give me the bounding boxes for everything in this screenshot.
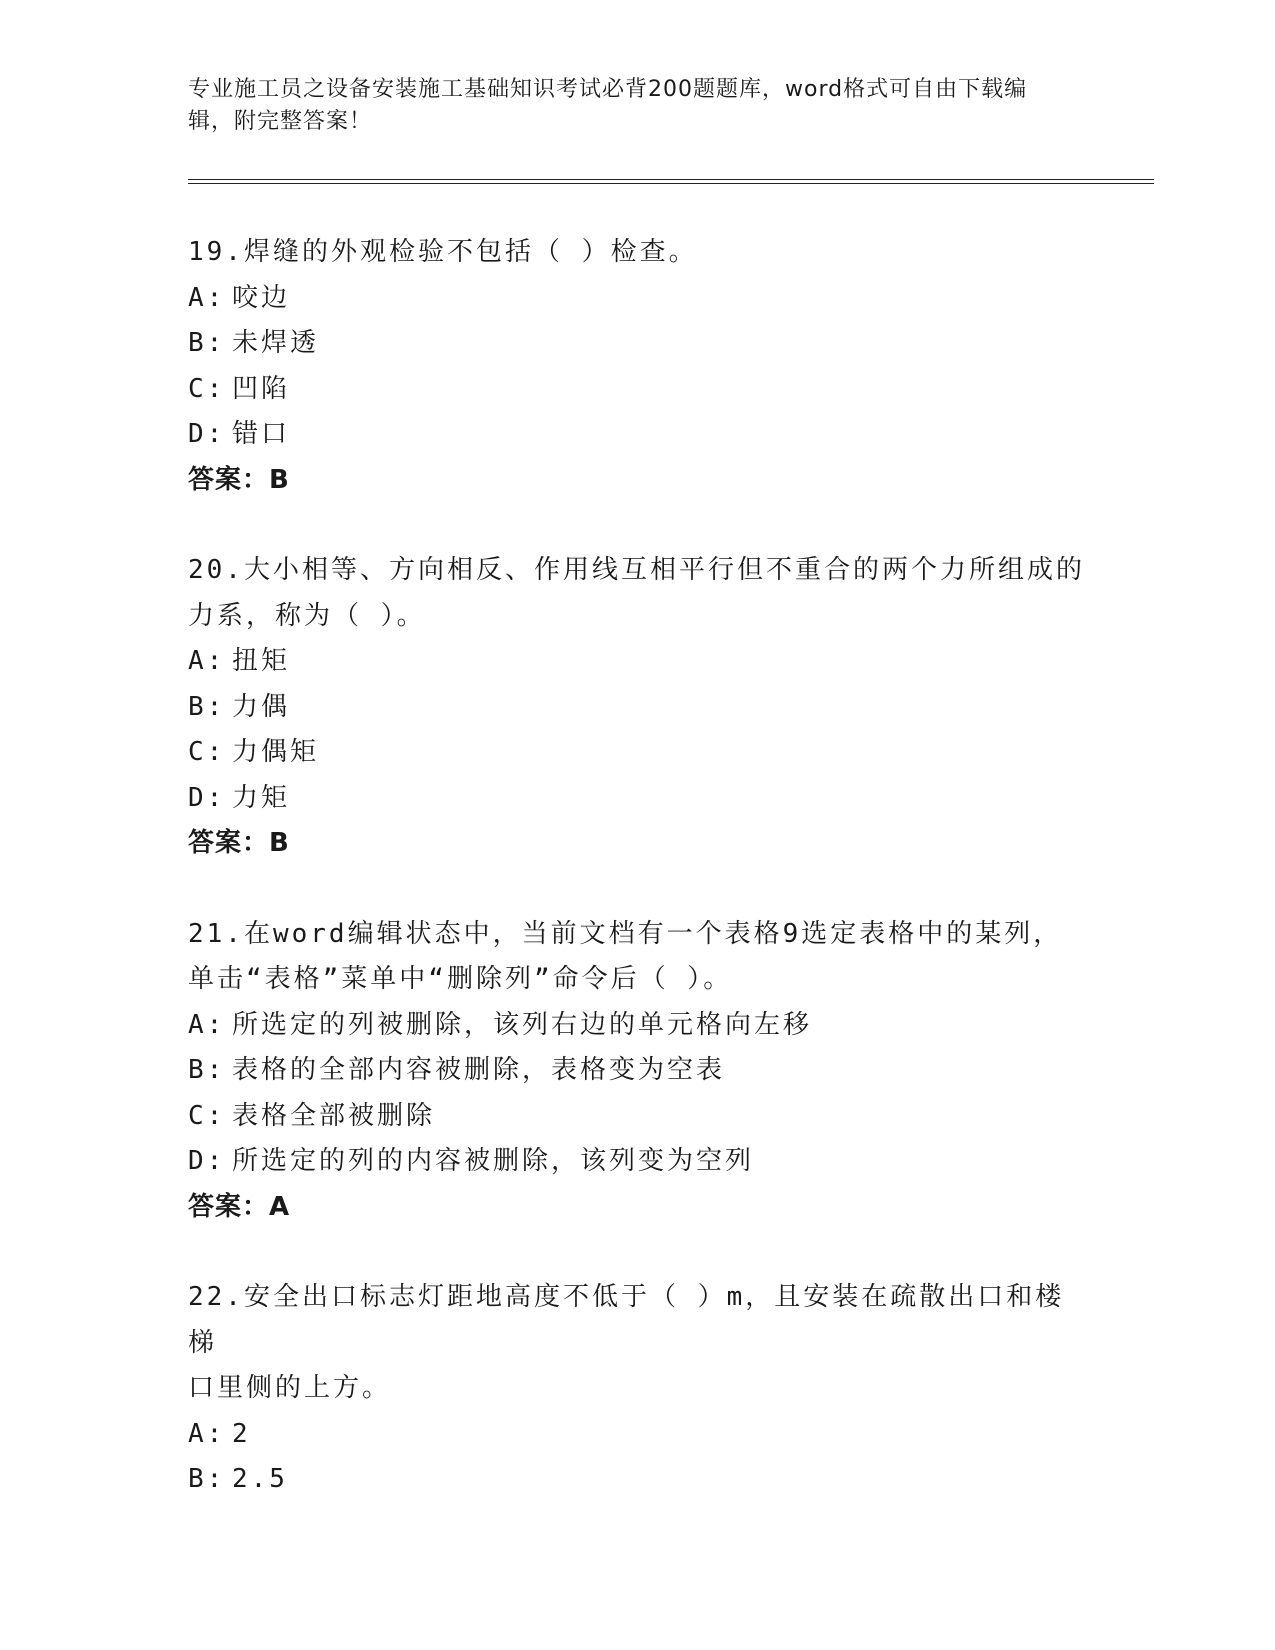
option-letter: A: [188,646,226,676]
question-item [188,230,1088,503]
option-letter: C: [188,737,226,767]
option-c [188,367,1088,413]
option-text: 未焊透 [232,328,320,358]
question-stem-continued: 单击“表格”菜单中“删除列”命令后（ ）。 [188,964,733,994]
option-c [188,1094,1088,1140]
option-letter: A: [188,1009,226,1040]
option-b [188,685,1088,731]
option-text: 凹陷 [232,373,291,404]
option-text: 2 [232,1418,251,1449]
question-stem-continued: 力系，称为（ ）。 [188,600,426,631]
option-b [188,1048,1088,1094]
answer: 答案：B [188,828,290,858]
question-stem: 22.安全出口标志灯距地高度不低于（ ）m，且安装在疏散出口和楼梯 [188,1282,1065,1358]
option-text: 所选定的列被删除，该列右边的单元格向左移 [232,1009,813,1040]
option-b [188,1457,1088,1503]
option-b [188,321,1088,367]
option-text: 所选定的列的内容被删除，该列变为空列 [232,1146,755,1176]
option-text: 错口 [232,419,291,449]
option-d [188,776,1088,822]
option-text: 力偶 [232,691,291,722]
option-text: 2.5 [232,1464,288,1494]
answer: 答案：A [188,1191,291,1222]
option-text: 咬边 [232,282,291,313]
question-item [188,1275,1088,1503]
document-header: 专业施工员之设备安装施工基础知识考试必背200题题库，word格式可自由下载编辑，附完整答案！ [188,77,1028,134]
option-letter: B: [188,691,226,722]
header-divider-top [188,179,1154,180]
option-letter: C: [188,1100,226,1131]
question-stem: 20.大小相等、方向相反、作用线互相平行但不重合的两个力所组成的 [188,555,1085,585]
option-letter: D: [188,782,226,813]
question-list [188,230,1088,1548]
option-letter: B: [188,1464,226,1494]
option-a [188,639,1088,685]
option-letter: A: [188,282,226,313]
option-letter: C: [188,373,226,404]
option-letter: D: [188,1146,226,1176]
option-d [188,1139,1088,1185]
option-text: 表格的全部内容被删除，表格变为空表 [232,1055,726,1085]
option-letter: B: [188,328,226,358]
question-stem-continued: 口里侧的上方。 [188,1373,392,1403]
option-letter: A: [188,1418,226,1449]
option-text: 扭矩 [232,646,291,676]
option-text: 力矩 [232,782,291,813]
option-a [188,276,1088,322]
option-letter: D: [188,419,226,449]
option-letter: B: [188,1055,226,1085]
option-a [188,1003,1088,1049]
question-stem: 19.焊缝的外观检验不包括（ ）检查。 [188,237,698,267]
answer: 答案：B [188,464,290,495]
option-text: 表格全部被删除 [232,1100,436,1131]
option-text: 力偶矩 [232,737,320,767]
option-c [188,730,1088,776]
header-divider-bottom [188,183,1154,184]
question-stem: 21.在word编辑状态中，当前文档有一个表格9选定表格中的某列， [188,918,1063,949]
option-d [188,412,1088,458]
question-item [188,912,1088,1231]
question-item [188,548,1088,867]
option-a [188,1412,1088,1458]
